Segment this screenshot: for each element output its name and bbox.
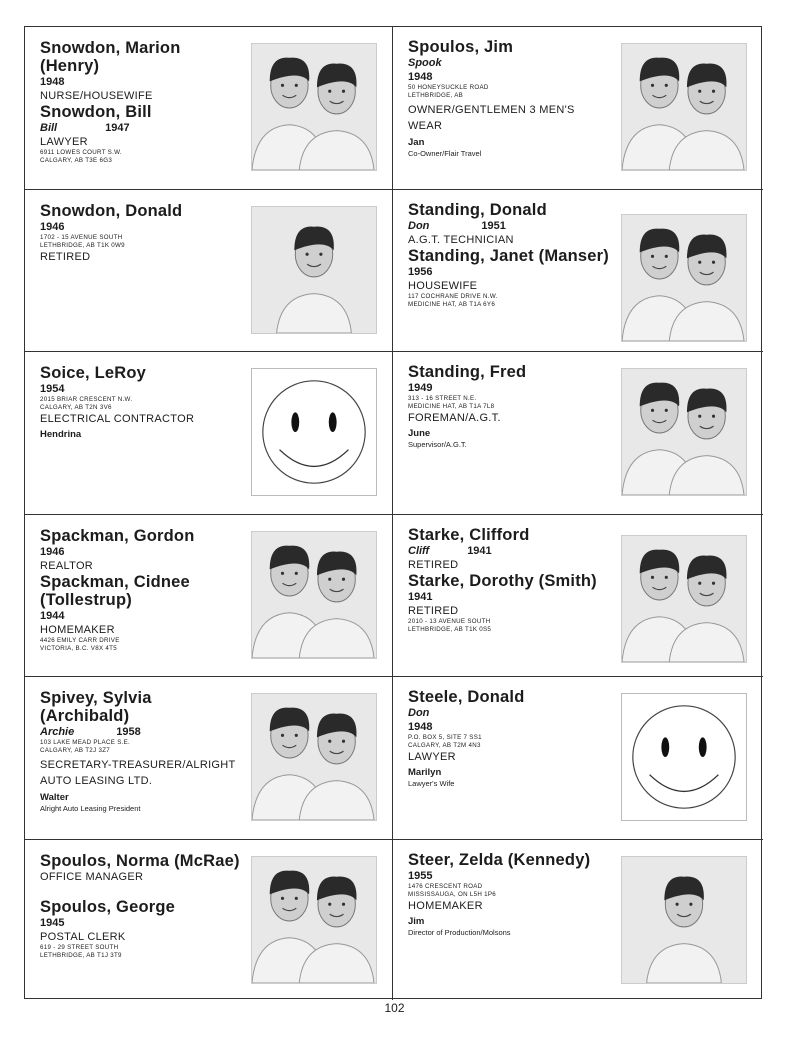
couple-photo: [251, 693, 377, 821]
nickname: Spook: [408, 57, 442, 69]
person: [647, 877, 722, 983]
occupation: ELECTRICAL CONTRACTOR: [40, 413, 195, 425]
person-name: Spoulos, Jim: [408, 38, 514, 56]
person-name: Steer, Zelda (Kennedy): [408, 851, 591, 869]
directory-entry: [25, 840, 393, 1000]
entry-info: [40, 689, 240, 814]
address-line: CALGARY, AB T2M 4N3: [408, 742, 481, 749]
birth-year: 1948: [408, 721, 433, 733]
nickname: Don: [408, 707, 430, 719]
occupation: HOUSEWIFE: [408, 280, 478, 292]
birth-year: 1948: [40, 76, 65, 88]
directory-entry: [393, 190, 763, 352]
couple-photo: [621, 368, 747, 496]
couple-photo: [621, 214, 747, 342]
person-name: Starke, Dorothy (Smith): [408, 572, 597, 590]
nickname: Cliff: [408, 545, 430, 557]
directory-entry: [25, 27, 393, 190]
spouse-name: Jan: [408, 137, 425, 148]
address-line: VICTORIA, B.C. V8X 4T5: [40, 645, 117, 652]
spouse-name: Hendrina: [40, 429, 82, 440]
birth-year: 1941: [467, 545, 492, 557]
nickname: Bill: [40, 122, 58, 134]
address-line: CALGARY, AB T2J 3Z7: [40, 747, 111, 754]
person-name: Spivey, Sylvia (Archibald): [40, 689, 152, 725]
occupation: LAWYER: [40, 136, 88, 148]
directory-grid: [24, 26, 762, 999]
directory-entry: [25, 190, 393, 352]
address-line: 6911 LOWES COURT S.W.: [40, 149, 122, 156]
person-name: Soice, LeRoy: [40, 364, 147, 382]
spouse-name: Marilyn: [408, 767, 442, 778]
address-line: P.O. BOX 5, SITE 7 SS1: [408, 734, 482, 741]
address-line: 50 HONEYSUCKLE ROAD: [408, 84, 489, 91]
occupation: SECRETARY-TREASURER/ALRIGHT AUTO LEASING LTD.: [40, 759, 236, 787]
occupation: RETIRED: [408, 605, 459, 617]
person-name: Spackman, Cidnee (Tollestrup): [40, 573, 190, 609]
address-line: 1702 - 15 AVENUE SOUTH: [40, 234, 123, 241]
directory-entry: [393, 352, 763, 515]
nickname: Archie: [40, 726, 75, 738]
birth-year: 1947: [105, 122, 130, 134]
address-line: 2015 BRIAR CRESCENT N.W.: [40, 396, 133, 403]
occupation: HOMEMAKER: [40, 624, 115, 636]
birth-year: 1958: [116, 726, 141, 738]
entry-info: [408, 201, 613, 309]
address-line: 1476 CRESCENT ROAD: [408, 883, 483, 890]
spouse-occupation: Director of Production/Molsons: [408, 928, 511, 937]
occupation: HOMEMAKER: [408, 900, 483, 912]
occupation: LAWYER: [408, 751, 456, 763]
spouse-occupation: Supervisor/A.G.T.: [408, 440, 467, 449]
person-right: [669, 235, 744, 341]
couple-photo: [251, 856, 377, 984]
person-name: Snowdon, Marion (Henry): [40, 39, 181, 75]
person-right: [669, 389, 744, 495]
nickname: Don: [408, 220, 430, 232]
person-right: [299, 877, 374, 983]
entry-info: [408, 363, 613, 450]
person-name: Spoulos, Norma (McRae): [40, 852, 240, 870]
entry-info: [408, 38, 613, 159]
spouse-name: Walter: [40, 792, 69, 803]
entry-info: [408, 851, 613, 938]
address-line: CALGARY, AB T3E 6G3: [40, 157, 113, 164]
spouse-occupation: Lawyer's Wife: [408, 779, 455, 788]
person-right: [299, 552, 374, 658]
address-line: CALGARY, AB T2N 3V6: [40, 404, 112, 411]
spouse-occupation: Co-Owner/Flair Travel: [408, 149, 482, 158]
address-line: LETHBRIDGE, AB T1K 0S5: [408, 626, 492, 633]
entry-info: [40, 39, 240, 165]
smiley-face: [621, 693, 747, 821]
entry-info: [40, 364, 240, 441]
person-name: Standing, Donald: [408, 201, 547, 219]
person-name: Snowdon, Bill: [40, 103, 152, 121]
birth-year: 1954: [40, 383, 65, 395]
address-line: 4426 EMILY CARR DRIVE: [40, 637, 120, 644]
birth-year: 1949: [408, 382, 433, 394]
address-line: 103 LAKE MEAD PLACE S.E.: [40, 739, 131, 746]
person-right: [669, 64, 744, 170]
person: [277, 227, 352, 333]
birth-year: 1951: [481, 220, 506, 232]
address-line: 2010 - 13 AVENUE SOUTH: [408, 618, 491, 625]
entry-info: [408, 526, 613, 634]
address-line: LETHBRIDGE, AB: [408, 92, 464, 99]
occupation: RETIRED: [40, 251, 91, 263]
birth-year: 1945: [40, 917, 65, 929]
directory-entry: [393, 840, 763, 1000]
entry-info: [40, 527, 240, 653]
person-right: [299, 714, 374, 820]
occupation: OFFICE MANAGER: [40, 871, 144, 883]
birth-year: 1955: [408, 870, 433, 882]
directory-entry: [393, 515, 763, 677]
directory-entry: [25, 677, 393, 840]
address-line: MEDICINE HAT, AB T1A 7L8: [408, 403, 495, 410]
person-name: Standing, Janet (Manser): [408, 247, 609, 265]
address-line: 313 - 16 STREET N.E.: [408, 395, 477, 402]
birth-year: 1956: [408, 266, 433, 278]
person-right: [669, 556, 744, 662]
spouse-name: Jim: [408, 916, 425, 927]
address-line: 619 - 29 STREET SOUTH: [40, 944, 119, 951]
left-eye: [291, 412, 299, 432]
smiley-face: [251, 368, 377, 496]
spouse-name: June: [408, 428, 431, 439]
person-name: Snowdon, Donald: [40, 202, 183, 220]
address-line: 117 COCHRANE DRIVE N.W.: [408, 293, 498, 300]
person-name: Spackman, Gordon: [40, 527, 195, 545]
face-outline: [263, 381, 365, 483]
couple-photo: [621, 535, 747, 663]
birth-year: 1948: [408, 71, 433, 83]
address-line: LETHBRIDGE, AB T1K 0W9: [40, 242, 125, 249]
spouse-occupation: Alright Auto Leasing President: [40, 804, 141, 813]
directory-entry: [25, 352, 393, 515]
couple-photo: [621, 43, 747, 171]
occupation: A.G.T. TECHNICIAN: [408, 234, 514, 246]
entry-info: [408, 688, 613, 789]
directory-entry: [25, 515, 393, 677]
person-name: Steele, Donald: [408, 688, 525, 706]
entry-info: [40, 852, 240, 960]
birth-year: 1941: [408, 591, 433, 603]
directory-entry: [393, 677, 763, 840]
couple-photo: [251, 43, 377, 171]
face-outline: [633, 706, 735, 808]
person-name: Spoulos, George: [40, 898, 176, 916]
address-line: LETHBRIDGE, AB T1J 3T9: [40, 952, 122, 959]
occupation: REALTOR: [40, 560, 94, 572]
person-right: [299, 64, 374, 170]
occupation: OWNER/GENTLEMEN 3 MEN'S WEAR: [408, 104, 575, 132]
left-eye: [661, 737, 669, 757]
occupation: NURSE/HOUSEWIFE: [40, 90, 153, 102]
address-line: MEDICINE HAT, AB T1A 6Y6: [408, 301, 496, 308]
portrait-photo: [621, 856, 747, 984]
birth-year: 1946: [40, 221, 65, 233]
entry-info: [40, 202, 240, 264]
couple-photo: [251, 531, 377, 659]
person-name: Standing, Fred: [408, 363, 527, 381]
page-number: 102: [384, 1001, 405, 1015]
occupation: FOREMAN/A.G.T.: [408, 412, 501, 424]
portrait-photo: [251, 206, 377, 334]
person-name: Starke, Clifford: [408, 526, 530, 544]
right-eye: [329, 412, 337, 432]
birth-year: 1944: [40, 610, 65, 622]
occupation: POSTAL CLERK: [40, 931, 126, 943]
directory-entry: [393, 27, 763, 190]
right-eye: [699, 737, 707, 757]
occupation: RETIRED: [408, 559, 459, 571]
birth-year: 1946: [40, 546, 65, 558]
address-line: MISSISSAUGA, ON L5H 1P6: [408, 891, 497, 898]
